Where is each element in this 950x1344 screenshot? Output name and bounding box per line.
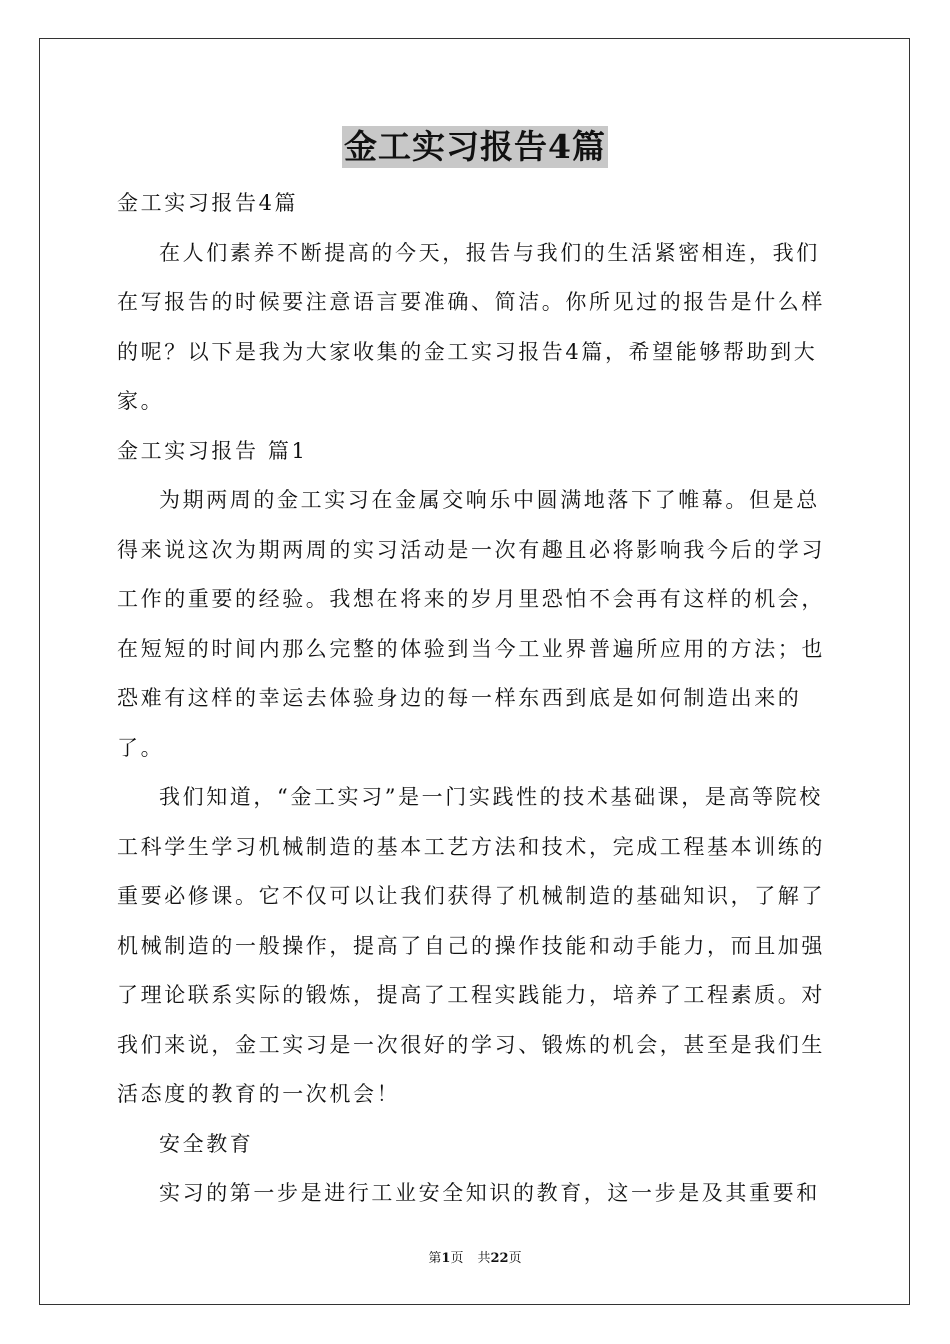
paragraph: 金工实习报告4篇	[117, 191, 299, 215]
title-container	[0, 126, 950, 168]
page-footer	[0, 1247, 950, 1266]
section-heading: 安全教育	[159, 1131, 254, 1156]
paragraph: 我们知道，“金工实习”是一门实践性的技术基础课，是高等院校工科学生学习机械制造的基本工艺方法和技术，完成工程基本训练的重要必修课。它不仅可以让我们获得了机械制造的基础知识，了解了机械制造的一般操作，提高了自己的操作技能和动手能力，而且加强了理论联系实际的锻炼，提高了工程实践能力，培养了工程素质。对我们来说，金工实习是一次很好的学习、锻炼的机会，甚至是我们生活态度的教育的一次机会！	[117, 785, 825, 1106]
total-suffix: 页	[508, 1251, 522, 1266]
document-title: 金工实习报告4篇	[344, 127, 606, 166]
total-prefix: 共	[477, 1251, 491, 1266]
page-prefix: 第	[428, 1251, 442, 1266]
paragraph: 为期两周的金工实习在金属交响乐中圆满地落下了帷幕。但是总得来说这次为期两周的实习活动是一次有趣且必将影响我今后的学习工作的重要的经验。我想在将来的岁月里恐怕不会再有这样的机会，在短短的时间内那么完整的体验到当今工业界普遍所应用的方法；也恐难有这样的幸运去体验身边的每一样东西到底是如何制造出来的了。	[117, 488, 825, 760]
paragraph: 在人们素养不断提高的今天，报告与我们的生活紧密相连，我们在写报告的时候要注意语言要准确、简洁。你所见过的报告是什么样的呢？以下是我为大家收集的金工实习报告4篇，希望能够帮助到大家。	[117, 240, 825, 413]
page-number: 1	[441, 1251, 451, 1266]
document-body	[117, 179, 837, 1219]
total-pages: 22	[490, 1251, 509, 1266]
paragraph: 实习的第一步是进行工业安全知识的教育，这一步是及其重要和	[159, 1181, 820, 1205]
page-suffix: 页	[450, 1251, 464, 1266]
paragraph: 金工实习报告 篇1	[117, 438, 308, 463]
